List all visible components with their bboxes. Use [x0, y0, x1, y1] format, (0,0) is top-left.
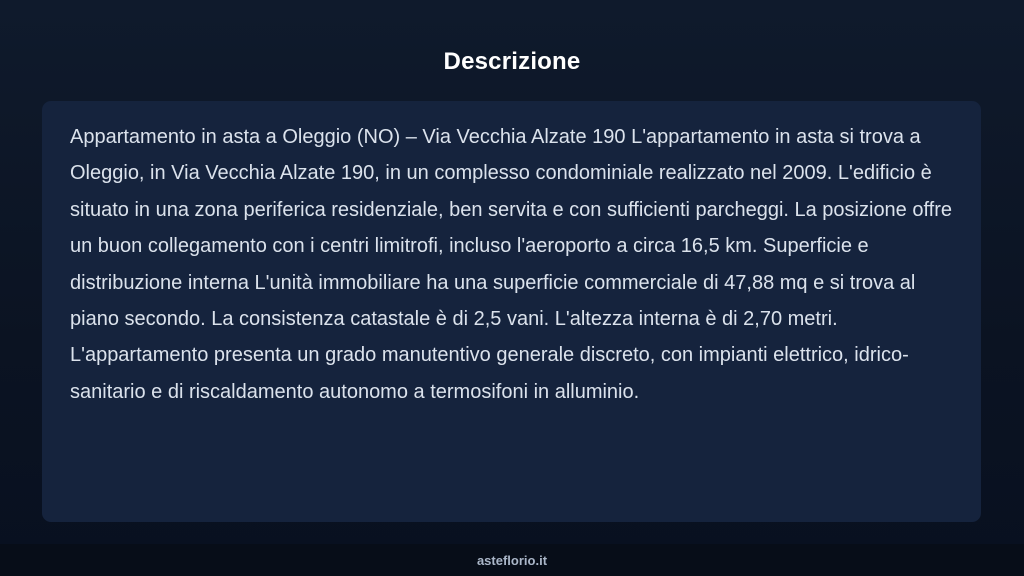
- description-text: Appartamento in asta a Oleggio (NO) – Via Vecchia Alzate 190 L'appartamento in asta si trova a Oleggio, in Via Vecchia Alzate 190, in un complesso condominiale realizzato nel 2009. L'edificio è situato in una zona periferica residenziale, ben servita e con sufficienti parcheggi. La posizione offre un buon collegamento con i centri limitrofi, incluso l'aeroporto a circa 16,5 km. Superficie e distribuzione interna L'unità immobiliare ha una superficie commerciale di 47,88 mq e si trova al piano secondo. La consistenza catastale è di 2,5 vani. L'altezza interna è di 2,70 metri. L'appartamento presenta un grado manutentivo generale discreto, con impianti elettrico, idrico-sanitario e di riscaldamento autonomo a termosifoni in alluminio.: [70, 126, 953, 403]
- page-title: Descrizione: [443, 48, 581, 75]
- footer: [0, 544, 1024, 576]
- description-card: [42, 101, 981, 522]
- footer-site-name: asteflorio.it: [476, 552, 548, 568]
